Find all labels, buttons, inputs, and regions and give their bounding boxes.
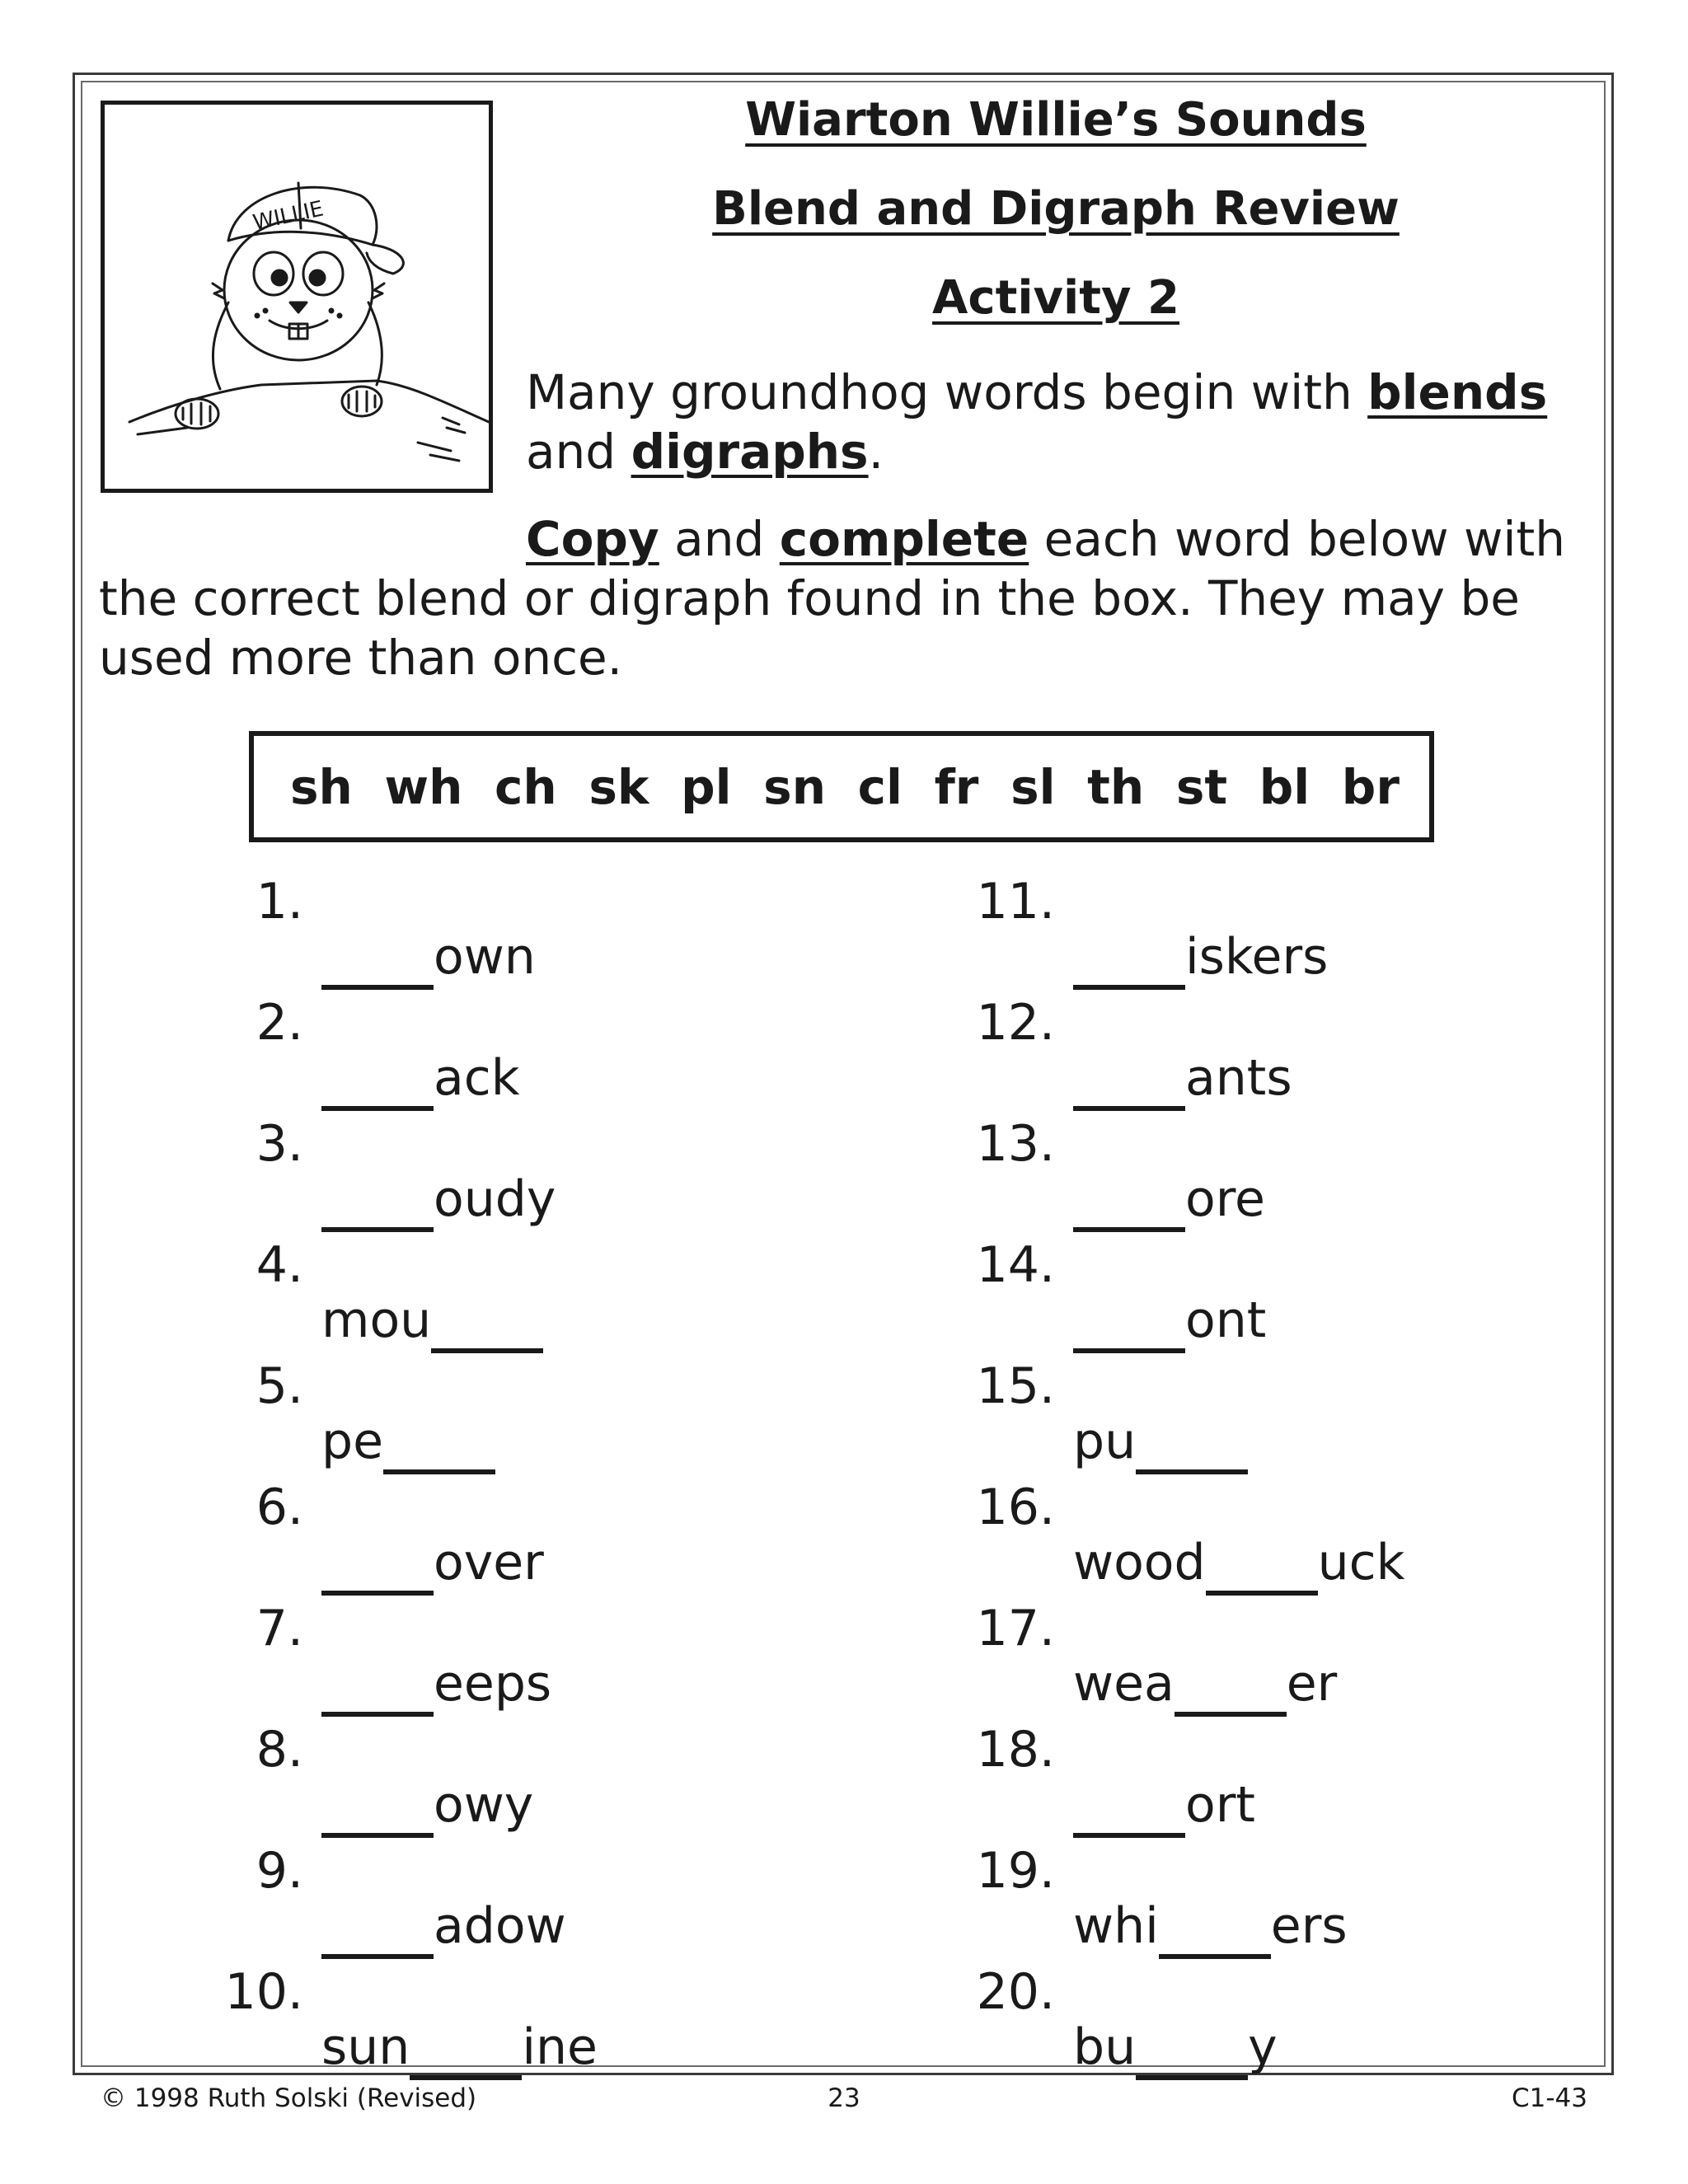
- exercise-item: [223, 1474, 882, 1596]
- word-bank-item: br: [1341, 758, 1400, 815]
- answer-blank[interactable]: [1073, 1178, 1185, 1232]
- complete-keyword: complete: [779, 511, 1029, 567]
- item-number: 17.: [976, 1600, 1055, 1657]
- answer-blank[interactable]: [1159, 1905, 1271, 1959]
- item-word: [1073, 1596, 1337, 1717]
- item-number: 3.: [256, 1115, 303, 1173]
- word-start: whi: [1073, 1897, 1159, 1955]
- word-end: er: [1286, 1655, 1338, 1713]
- word-end: ore: [1185, 1170, 1265, 1228]
- digraphs-keyword: digraphs: [631, 424, 869, 480]
- item-number: 5.: [256, 1357, 303, 1415]
- item-word: [321, 1353, 495, 1474]
- word-bank-item: sn: [763, 758, 826, 815]
- cap-text: WILLIE: [251, 196, 326, 236]
- answer-blank[interactable]: [1206, 1541, 1318, 1596]
- copyright-notice: © 1998 Ruth Solski (Revised): [101, 2083, 477, 2113]
- copy-keyword: Copy: [526, 511, 659, 567]
- item-number: 20.: [976, 1963, 1055, 2021]
- exercise-item: [956, 1596, 1615, 1717]
- word-end: y: [1248, 2018, 1278, 2076]
- answer-blank[interactable]: [1175, 1662, 1287, 1717]
- page-number: 23: [828, 2083, 860, 2113]
- item-number: 11.: [976, 873, 1055, 930]
- exercise-item: [223, 1596, 882, 1717]
- word-end: ort: [1185, 1776, 1255, 1834]
- word-end: iskers: [1185, 928, 1329, 986]
- item-word: [321, 1111, 556, 1232]
- word-start: pe: [321, 1413, 383, 1470]
- word-bank-item: ch: [495, 758, 557, 815]
- word-bank-item: wh: [384, 758, 463, 815]
- exercise-item: [223, 1959, 882, 2080]
- item-word: [321, 990, 520, 1111]
- item-word: [1073, 1353, 1248, 1474]
- item-word: [1073, 1838, 1348, 1959]
- answer-blank[interactable]: [321, 1783, 434, 1838]
- page-subtitle: Blend and Digraph Review: [712, 182, 1400, 236]
- item-word: [1073, 1232, 1266, 1353]
- item-word: [1073, 1111, 1265, 1232]
- answer-blank[interactable]: [321, 1178, 434, 1232]
- word-end: eeps: [434, 1655, 552, 1713]
- item-word: [1073, 869, 1328, 990]
- word-bank-item: sh: [290, 758, 353, 815]
- item-number: 9.: [256, 1842, 303, 1900]
- item-number: 13.: [976, 1115, 1055, 1173]
- exercise-item: [956, 1353, 1615, 1474]
- item-word: [321, 1838, 566, 1959]
- word-start: wood: [1073, 1534, 1206, 1591]
- word-start: wea: [1073, 1655, 1175, 1713]
- exercise-item: [223, 1232, 882, 1353]
- item-word: [321, 869, 536, 990]
- item-word: [321, 1596, 551, 1717]
- groundhog-illustration: [101, 101, 493, 493]
- word-start: pu: [1073, 1413, 1137, 1470]
- item-number: 16.: [976, 1479, 1055, 1536]
- groundhog-icon: [105, 105, 489, 489]
- word-bank-item: sl: [1010, 758, 1056, 815]
- item-word: [321, 1959, 598, 2080]
- item-word: [1073, 1717, 1255, 1838]
- word-end: owy: [434, 1776, 534, 1834]
- exercise-list-left: [223, 869, 882, 2080]
- item-number: 7.: [256, 1600, 303, 1657]
- word-end: oudy: [434, 1170, 556, 1228]
- item-number: 19.: [976, 1842, 1055, 1900]
- exercise-item: [956, 1232, 1615, 1353]
- item-word: [1073, 1959, 1278, 2080]
- exercise-item: [956, 1474, 1615, 1596]
- item-word: [321, 1232, 543, 1353]
- exercise-item: [223, 1111, 882, 1232]
- answer-blank[interactable]: [321, 1541, 434, 1596]
- item-number: 18.: [976, 1721, 1055, 1779]
- answer-blank[interactable]: [1073, 1783, 1185, 1838]
- word-bank-box: [249, 731, 1434, 842]
- item-word: [1073, 1474, 1404, 1596]
- item-number: 4.: [256, 1236, 303, 1294]
- answer-blank[interactable]: [1073, 1057, 1185, 1111]
- exercise-item: [956, 869, 1615, 990]
- exercise-item: [956, 990, 1615, 1111]
- word-bank-item: st: [1175, 758, 1228, 815]
- answer-blank[interactable]: [321, 1057, 434, 1111]
- answer-blank[interactable]: [410, 2026, 522, 2080]
- exercise-item: [223, 1838, 882, 1959]
- word-end: ers: [1270, 1897, 1348, 1955]
- answer-blank[interactable]: [1136, 2026, 1248, 2080]
- instructions-text: [99, 509, 1607, 687]
- item-number: 12.: [976, 994, 1055, 1052]
- exercise-item: [223, 1353, 882, 1474]
- intro-text: [526, 363, 1597, 481]
- word-bank-item: pl: [681, 758, 732, 815]
- word-bank-item: th: [1087, 758, 1145, 815]
- page-title: Wiarton Willie’s Sounds: [745, 93, 1367, 147]
- instructions-part1: and: [659, 511, 780, 567]
- word-bank-item: bl: [1259, 758, 1311, 815]
- exercise-item: [956, 1717, 1615, 1838]
- word-bank-item: sk: [588, 758, 649, 815]
- intro-part3: .: [868, 424, 884, 480]
- exercise-item: [223, 869, 882, 990]
- answer-blank[interactable]: [1073, 935, 1185, 990]
- word-start: bu: [1073, 2018, 1137, 2076]
- word-end: uck: [1317, 1534, 1405, 1591]
- answer-blank[interactable]: [321, 935, 434, 990]
- exercise-item: [956, 1838, 1615, 1959]
- item-number: 10.: [224, 1963, 303, 2021]
- word-end: ants: [1185, 1049, 1292, 1107]
- answer-blank[interactable]: [1073, 1299, 1185, 1353]
- exercise-item: [223, 990, 882, 1111]
- answer-blank[interactable]: [321, 1662, 434, 1717]
- exercise-item: [223, 1717, 882, 1838]
- item-number: 8.: [256, 1721, 303, 1779]
- answer-blank[interactable]: [321, 1905, 434, 1959]
- item-number: 1.: [256, 873, 303, 930]
- word-start: mou: [321, 1291, 432, 1349]
- blends-keyword: blends: [1367, 364, 1548, 420]
- item-word: [321, 1474, 544, 1596]
- item-number: 14.: [976, 1236, 1055, 1294]
- item-word: [321, 1717, 533, 1838]
- item-number: 2.: [256, 994, 303, 1052]
- activity-label: Activity 2: [932, 271, 1179, 325]
- answer-blank[interactable]: [431, 1299, 543, 1353]
- exercise-list-right: [956, 869, 1615, 2080]
- exercise-item: [956, 1111, 1615, 1232]
- word-end: own: [434, 928, 536, 986]
- word-end: ine: [522, 2018, 598, 2076]
- word-bank-item: cl: [857, 758, 903, 815]
- answer-blank[interactable]: [383, 1420, 495, 1474]
- word-end: over: [434, 1534, 544, 1591]
- word-bank-item: fr: [934, 758, 979, 815]
- answer-blank[interactable]: [1136, 1420, 1248, 1474]
- document-code: C1-43: [1511, 2083, 1587, 2113]
- intro-part2: and: [526, 424, 631, 480]
- exercise-item: [956, 1959, 1615, 2080]
- word-start: sun: [321, 2018, 410, 2076]
- item-word: [1073, 990, 1292, 1111]
- instructions-part2: each word below with the correct blend or digraph found in the box. They may be used more than once.: [99, 511, 1565, 686]
- item-number: 15.: [976, 1357, 1055, 1415]
- intro-part1: Many groundhog words begin with: [526, 364, 1368, 420]
- word-end: ack: [434, 1049, 520, 1107]
- word-end: adow: [434, 1897, 566, 1955]
- word-end: ont: [1185, 1291, 1267, 1349]
- item-number: 6.: [256, 1479, 303, 1536]
